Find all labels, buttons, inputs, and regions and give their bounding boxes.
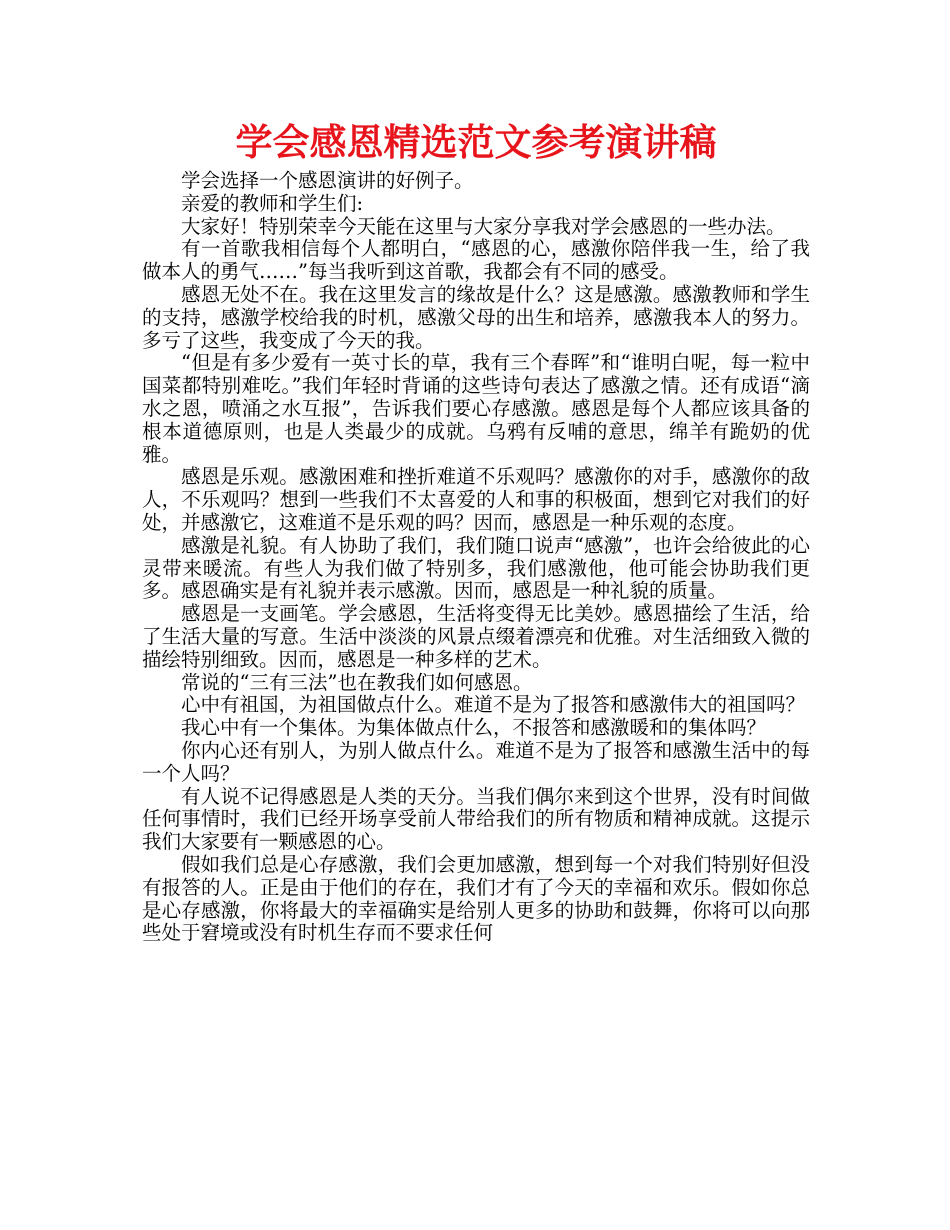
paragraph-politeness: 感激是礼貌。有人协助了我们，我们随口说声“感激”，也许会给彼此的心灵带来暖流。有些人为我们做了特别多，我们感激他，他可能会协助我们更多。感恩确实是有礼貌并表示感激。因而，感恩是一种礼貌的质量。 — [142, 533, 810, 603]
paragraph-greeting: 大家好！特别荣幸今天能在这里与大家分享我对学会感恩的一些办法。 — [181, 214, 786, 238]
paragraph-gratitude-everywhere: 感恩无处不在。我在这里发言的缘故是什么？这是感激。感激教师和学生的支持，感激学校给我的时机，感激父母的出生和培养，感激我本人的努力。多亏了这些，我变成了今天的我。 — [142, 282, 810, 352]
paragraph-intro: 学会选择一个感恩演讲的好例子。 — [181, 169, 474, 192]
paragraph-paintbrush: 感恩是一支画笔。学会感恩，生活将变得无比美妙。感恩描绘了生活，给了生活大量的写意。生活中淡淡的风景点缀着漂亮和优雅。对生活细致入微的描绘特别细致。因而，感恩是一种多样的艺术。 — [142, 602, 810, 671]
paragraph-collective: 我心中有一个集体。为集体做点什么，不报答和感激暖和的集体吗？ — [181, 716, 767, 740]
paragraph-poems: “但是有多少爱有一英寸长的草，我有三个春晖”和“谁明白呢，每一粒中国菜都特别难吃。”我们年轻时背诵的这些诗句表达了感激之情。还有成语“滴水之恩，喷涌之水互报”，告诉我们要心存感激。感恩是每个人都应该具备的根本道德原则，也是人类最少的成就。乌鸦有反哺的意思，绵羊有跪奶的优雅。 — [142, 351, 810, 466]
paragraph-salutation: 亲爱的教师和学生们: — [181, 191, 364, 215]
document-page — [142, 118, 810, 945]
document-title: 学会感恩精选范文参考演讲稿 — [235, 121, 717, 164]
paragraph-song: 有一首歌我相信每个人都明白，“感恩的心，感激你陪伴我一生，给了我做本人的勇气……”每当我听到这首歌，我都会有不同的感受。 — [142, 237, 810, 284]
document-body — [142, 170, 810, 945]
paragraph-motherland: 心中有祖国，为祖国做点什么。难道不是为了报答和感激伟大的祖国吗？ — [181, 693, 806, 717]
paragraph-optimism: 感恩是乐观。感激困难和挫折难道不乐观吗？感激你的对手，感激你的敌人，不乐观吗？想到一些我们不太喜爱的人和事的积极面，想到它对我们的好处，并感激它，这难道不是乐观的吗？因而，感恩是一种乐观的态度。 — [142, 465, 810, 534]
paragraph-nature: 有人说不记得感恩是人类的天分。当我们偶尔来到这个世界，没有时间做任何事情时，我们已经开场享受前人带给我们的所有物质和精神成就。这提示我们大家要有一颗感恩的心。 — [142, 784, 810, 854]
paragraph-three-methods: 常说的“三有三法”也在教我们如何感恩。 — [181, 670, 533, 694]
paragraph-grateful-heart: 假如我们总是心存感激，我们会更加感激，想到每一个对我们特别好但没有报答的人。正是由于他们的存在，我们才有了今天的幸福和欢乐。假如你总是心存感激，你将最大的幸福确实是给别人更多的协助和鼓舞，你将可以向那些处于窘境或没有时机生存而不要求任何 — [142, 852, 810, 945]
paragraph-others: 你内心还有别人，为别人做点什么。难道不是为了报答和感激生活中的每一个人吗？ — [142, 738, 810, 785]
